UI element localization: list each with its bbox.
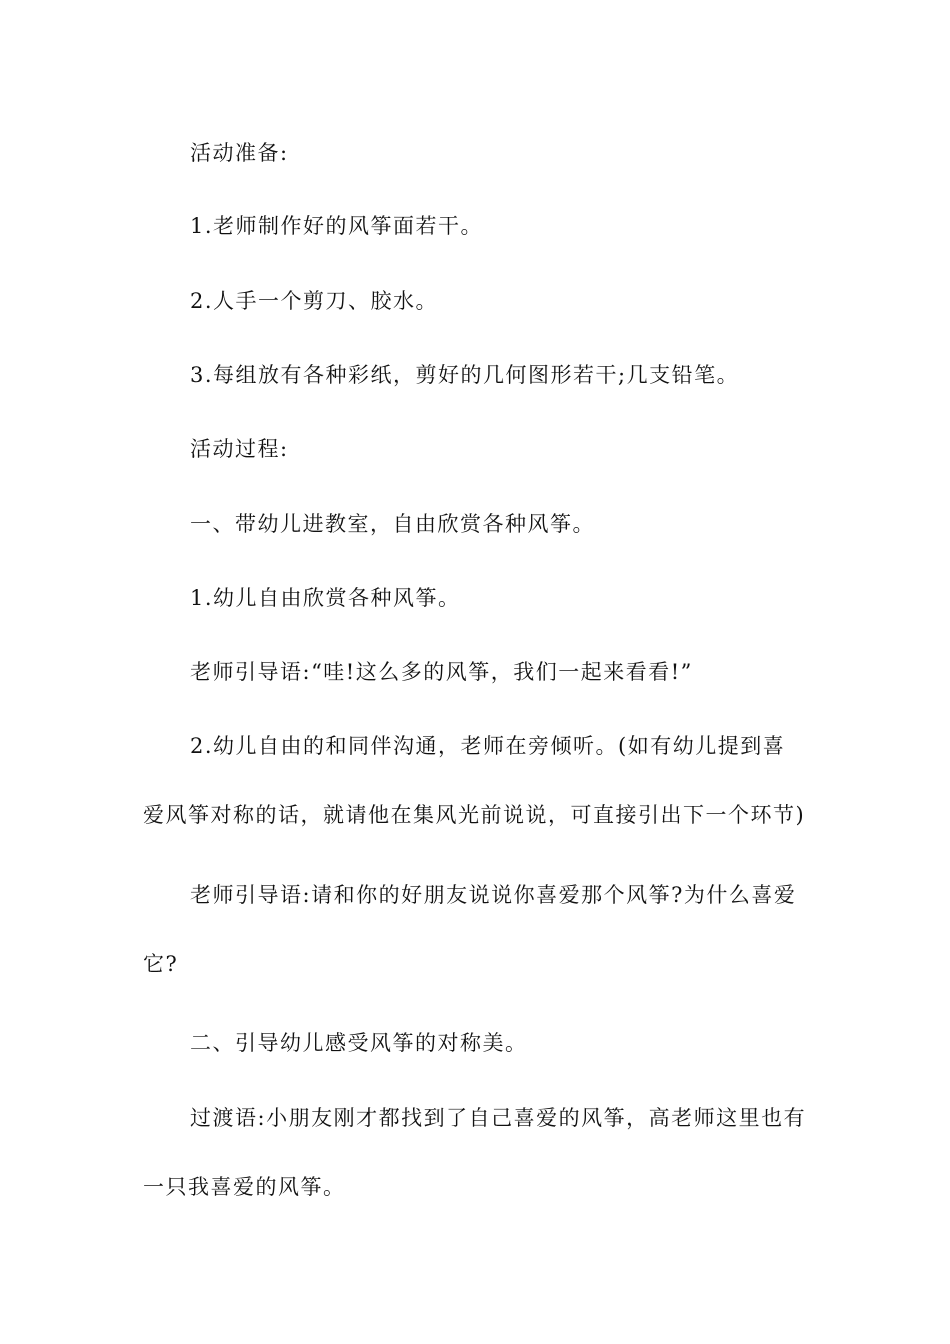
teacher-guide-1: 老师引导语:“哇!这么多的风筝，我们一起来看看!” (190, 660, 693, 684)
section-two-title: 二、引导幼儿感受风筝的对称美。 (190, 1031, 528, 1055)
prep-item-1: 1.老师制作好的风筝面若干。 (190, 214, 484, 238)
heading-activity-process: 活动过程: (190, 437, 289, 461)
heading-activity-preparation: 活动准备: (190, 141, 289, 165)
step-2: 2.幼儿自由的和同伴沟通，老师在旁倾听。(如有幼儿提到喜爱风筝对称的话，就请他在集风光前说说，可直接引出下一个环节) (143, 734, 806, 827)
transition-text: 过渡语:小朋友刚才都找到了自己喜爱的风筝，高老师这里也有一只我喜爱的风筝。 (143, 1106, 807, 1199)
step-1: 1.幼儿自由欣赏各种风筝。 (190, 586, 461, 610)
prep-item-3: 3.每组放有各种彩纸，剪好的几何图形若干;几支铅笔。 (190, 363, 740, 387)
prep-item-2: 2.人手一个剪刀、胶水。 (190, 289, 439, 313)
teacher-guide-2: 老师引导语:请和你的好朋友说说你喜爱那个风筝?为什么喜爱它? (143, 883, 797, 976)
section-one-title: 一、带幼儿进教室，自由欣赏各种风筝。 (190, 512, 595, 536)
